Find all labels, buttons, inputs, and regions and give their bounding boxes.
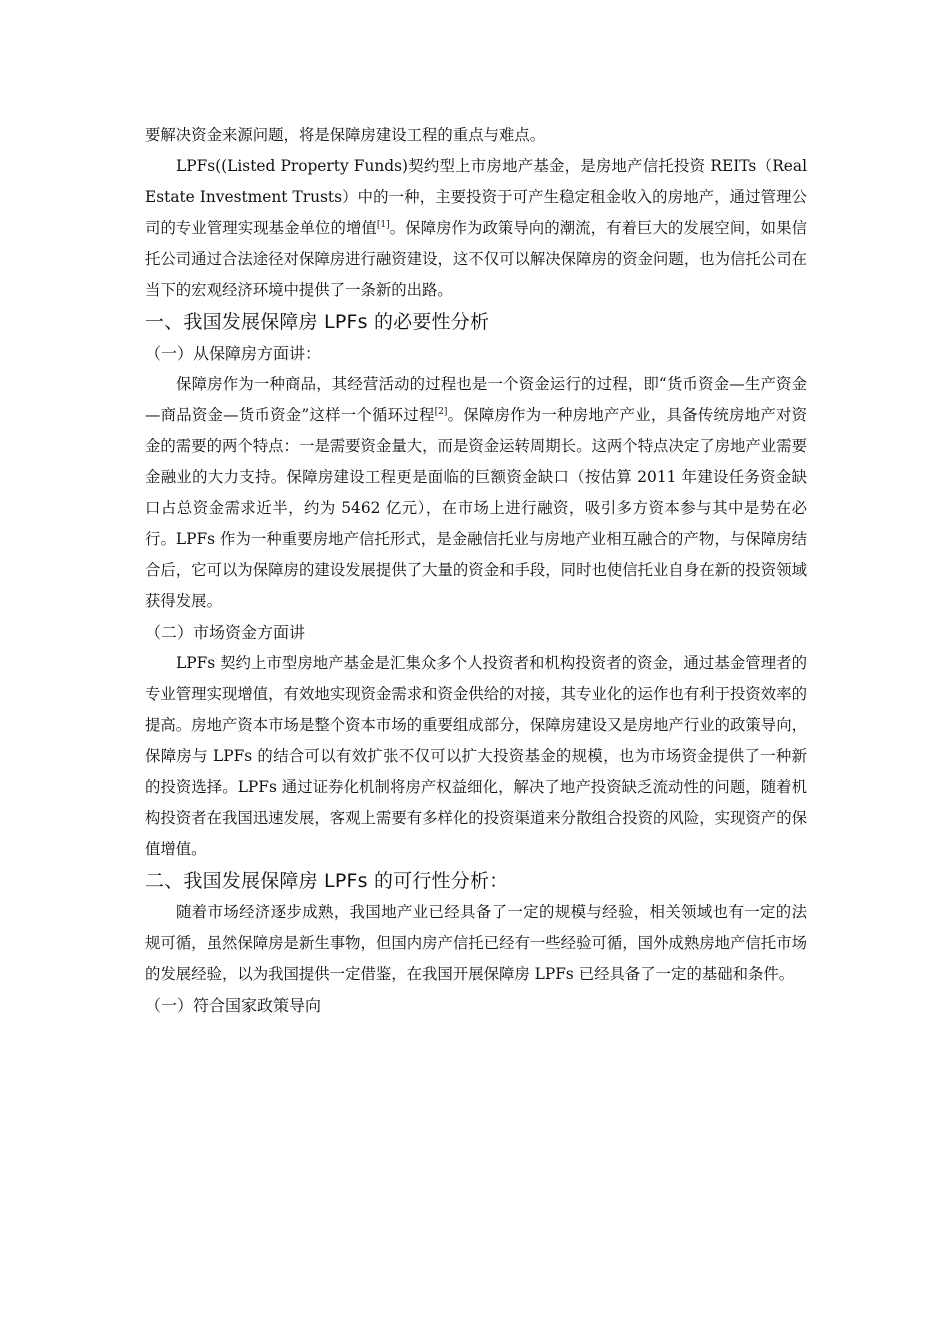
paragraph-text-continued: 。保障房作为政策导向的潮流，有着巨大的发展空间，如果信托公司通过合法途径对保障房进行融资建设，这不仅可以解决保障房的资金问题，也为信托公司在当下的宏观经济环境中提供了一条新的出路。 <box>145 219 807 299</box>
citation-marker: [1] <box>376 220 390 230</box>
subsection-heading-policy: （一）符合国家政策导向 <box>145 996 322 1015</box>
subsection-heading-housing: （一）从保障房方面讲： <box>145 344 322 363</box>
subsection-heading-market-funds: （二）市场资金方面讲 <box>145 623 306 642</box>
paragraph-lpfs-definition <box>145 151 807 306</box>
paragraph-housing-funding <box>145 369 807 617</box>
paragraph-intro-tail: 要解决资金来源问题，将是保障房建设工程的重点与难点。 <box>145 126 546 144</box>
section-heading-necessity: 一、我国发展保障房 LPFs 的必要性分析 <box>145 311 490 333</box>
paragraph-text-continued: 。保障房作为一种房地产产业，具备传统房地产对资金的需要的两个特点：一是需要资金量大，而是资金运转周期长。这两个特点决定了房地产业需要金融业的大力支持。保障房建设工程更是面临的巨额资金缺口（按估算 2011 年建设任务资金缺口占总资金需求近半，约为 5462 亿元），在市场上进行融资，吸引多方资本参与其中是势在必行。LPFs 作为一种重要房地产信托形式，是金融信托业与房地产业相互融合的产物，与保障房结合后，它可以为保障房的建设发展提供了大量的资金和手段，同时也使信托业自身在新的投资领域获得发展。 <box>145 406 807 610</box>
paragraph-text: LPFs((Listed Property Funds)契约型上市房地产基金，是房地产信托投资 REITs（Real Estate Investment Trusts）中的一种，主要投资于可产生稳定租金收入的房地产，通过管理公司的专业管理实现基金单位的增值 <box>145 157 807 237</box>
section-heading-feasibility: 二、我国发展保障房 LPFs 的可行性分析： <box>145 870 509 892</box>
paragraph-feasibility: 随着市场经济逐步成熟，我国地产业已经具备了一定的规模与经验，相关领域也有一定的法规可循，虽然保障房是新生事物，但国内房产信托已经有一些经验可循，国外成熟房地产信托市场的发展经验，以为我国提供一定借鉴，在我国开展保障房 LPFs 已经具备了一定的基础和条件。 <box>145 903 807 983</box>
paragraph-market-funds: LPFs 契约上市型房地产基金是汇集众多个人投资者和机构投资者的资金，通过基金管理者的专业管理实现增值，有效地实现资金需求和资金供给的对接，其专业化的运作也有利于投资效率的提高。房地产资本市场是整个资本市场的重要组成部分，保障房建设又是房地产行业的政策导向，保障房与 LPFs 的结合可以有效扩张不仅可以扩大投资基金的规模，也为市场资金提供了一种新的投资选择。LPFs 通过证券化机制将房产权益细化，解决了地产投资缺乏流动性的问题，随着机构投资者在我国迅速发展，客观上需要有多样化的投资渠道来分散组合投资的风险，实现资产的保值增值。 <box>145 654 807 858</box>
citation-marker: [2] <box>434 407 448 417</box>
document-page <box>145 120 807 1021</box>
paragraph-text: 保障房作为一种商品，其经营活动的过程也是一个资金运行的过程，即“货币资金—生产资金—商品资金—货币资金”这样一个循环过程 <box>145 375 807 424</box>
